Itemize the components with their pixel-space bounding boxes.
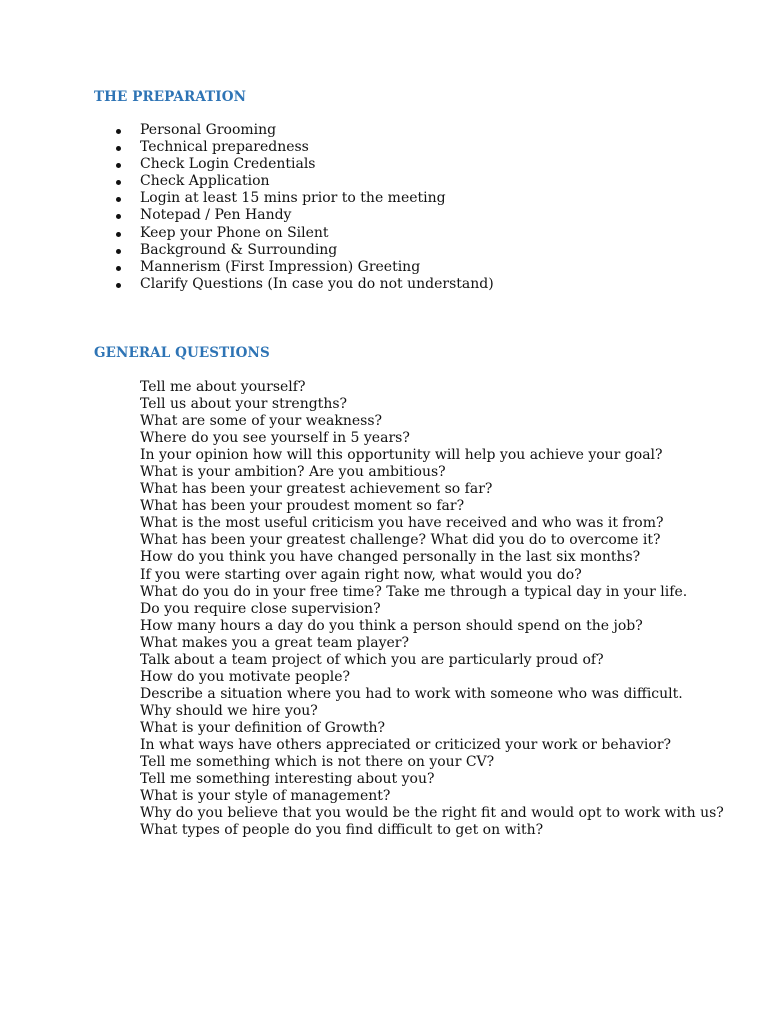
question-text: What is your style of management? bbox=[140, 788, 391, 805]
preparation-item-text: Login at least 15 mins prior to the meeting bbox=[140, 190, 446, 207]
question-text: What has been your greatest challenge? What did you do to overcome it? bbox=[140, 532, 661, 549]
bullet-icon bbox=[116, 146, 121, 151]
question-text: Describe a situation where you had to work with someone who was difficult. bbox=[140, 685, 683, 702]
bullet-icon bbox=[116, 249, 121, 254]
preparation-item-text: Clarify Questions (In case you do not understand) bbox=[140, 275, 494, 292]
question-text: What are some of your weakness? bbox=[140, 413, 383, 430]
question-text: Why should we hire you? bbox=[140, 702, 318, 719]
bullet-icon bbox=[116, 129, 121, 134]
bullet-icon bbox=[116, 163, 121, 168]
question-text: Talk about a team project of which you are particularly proud of? bbox=[140, 651, 604, 668]
preparation-item-text: Notepad / Pen Handy bbox=[140, 207, 292, 224]
question-text: What is your ambition? Are you ambitious? bbox=[140, 464, 446, 481]
preparation-item-text: Keep your Phone on Silent bbox=[140, 224, 329, 241]
question-text: How do you think you have changed personally in the last six months? bbox=[140, 549, 641, 566]
question-text: What has been your greatest achievement so far? bbox=[140, 481, 493, 498]
bullet-icon bbox=[116, 232, 121, 237]
preparation-item-text: Technical preparedness bbox=[140, 139, 309, 156]
question-text: What is your definition of Growth? bbox=[140, 719, 386, 736]
question-text: Why do you believe that you would be the right fit and would opt to work with us? bbox=[140, 805, 724, 822]
question-text: What is the most useful criticism you have received and who was it from? bbox=[140, 515, 664, 532]
question-text: Do you require close supervision? bbox=[140, 600, 381, 617]
question-text: What makes you a great team player? bbox=[140, 634, 409, 651]
question-text: How many hours a day do you think a person should spend on the job? bbox=[140, 617, 643, 634]
preparation-item-text: Check Application bbox=[140, 173, 270, 190]
preparation-item-text: Personal Grooming bbox=[140, 122, 277, 138]
bullet-icon bbox=[116, 266, 121, 271]
question-text: What has been your proudest moment so far? bbox=[140, 498, 465, 515]
question-text: How do you motivate people? bbox=[140, 668, 351, 685]
question-text: What do you do in your free time? Take me through a typical day in your life. bbox=[140, 583, 688, 600]
preparation-item-text: Mannerism (First Impression) Greeting bbox=[140, 258, 421, 275]
preparation-heading: THE PREPARATION bbox=[94, 89, 247, 105]
question-text: Tell me something interesting about you? bbox=[140, 771, 435, 788]
bullet-icon bbox=[116, 214, 121, 219]
bullet-icon bbox=[116, 197, 121, 202]
preparation-item-text: Background & Surrounding bbox=[140, 241, 338, 258]
question-text: What types of people do you find difficult to get on with? bbox=[140, 822, 544, 839]
question-text: Tell us about your strengths? bbox=[140, 396, 348, 413]
preparation-item-text: Check Login Credentials bbox=[140, 156, 316, 173]
question-text: Tell me something which is not there on your CV? bbox=[140, 754, 495, 771]
question-text: If you were starting over again right now, what would you do? bbox=[140, 566, 582, 583]
bullet-icon bbox=[116, 180, 121, 185]
general-questions-heading: GENERAL QUESTIONS bbox=[94, 345, 270, 361]
question-text: In your opinion how will this opportunity will help you achieve your goal? bbox=[140, 447, 663, 464]
question-text: Where do you see yourself in 5 years? bbox=[140, 430, 410, 447]
question-text: In what ways have others appreciated or criticized your work or behavior? bbox=[140, 736, 672, 753]
bullet-icon bbox=[116, 283, 121, 288]
question-text: Tell me about yourself? bbox=[140, 379, 306, 395]
